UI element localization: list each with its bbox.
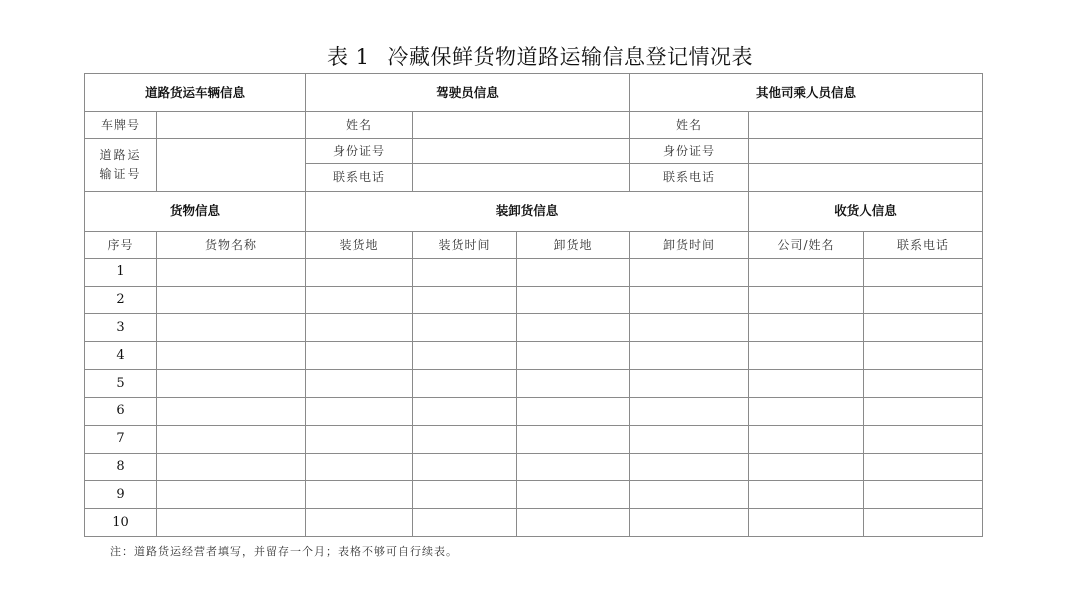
cell-unload-place[interactable] — [517, 314, 630, 342]
section-header-row — [85, 74, 983, 112]
label-other-phone: 联系电话 — [630, 164, 749, 191]
row-number: 1 — [85, 258, 157, 286]
col-header-seq: 序号 — [85, 231, 157, 258]
cell-unload-place[interactable] — [517, 425, 630, 453]
cell-cargo-name[interactable] — [157, 425, 306, 453]
input-driver-id[interactable] — [413, 139, 630, 164]
cell-company-name[interactable] — [749, 342, 864, 370]
col-header-company-name: 公司/姓名 — [749, 231, 864, 258]
input-other-phone[interactable] — [749, 164, 983, 191]
cell-unload-time[interactable] — [630, 370, 749, 398]
table-number: 表 1 — [326, 45, 370, 69]
cell-contact-phone[interactable] — [864, 286, 983, 314]
col-header-unload-place: 卸货地 — [517, 231, 630, 258]
transport-cert-line-2: 输证号 — [99, 166, 142, 181]
cell-load-time[interactable] — [413, 509, 517, 537]
row-number: 3 — [85, 314, 157, 342]
input-driver-phone[interactable] — [413, 164, 630, 191]
cell-unload-place[interactable] — [517, 397, 630, 425]
cell-unload-place[interactable] — [517, 286, 630, 314]
section-receiver-info: 收货人信息 — [749, 191, 983, 231]
col-header-cargo-name: 货物名称 — [157, 231, 306, 258]
table-row — [85, 397, 983, 425]
input-transport-cert[interactable] — [157, 139, 306, 191]
cell-load-time[interactable] — [413, 397, 517, 425]
label-driver-name: 姓名 — [306, 112, 413, 139]
table-row — [85, 342, 983, 370]
cell-contact-phone[interactable] — [864, 314, 983, 342]
cell-load-place[interactable] — [306, 453, 413, 481]
input-other-id[interactable] — [749, 139, 983, 164]
cell-unload-time[interactable] — [630, 481, 749, 509]
cell-load-place[interactable] — [306, 481, 413, 509]
section-loading-info: 装卸货信息 — [306, 191, 749, 231]
label-plate-number: 车牌号 — [85, 112, 157, 139]
table-row — [85, 258, 983, 286]
cell-company-name[interactable] — [749, 509, 864, 537]
cell-unload-time[interactable] — [630, 425, 749, 453]
table-title: 冷藏保鲜货物道路运输信息登记情况表 — [387, 45, 754, 69]
cell-load-time[interactable] — [413, 425, 517, 453]
label-driver-phone: 联系电话 — [306, 164, 413, 191]
label-driver-id: 身份证号 — [306, 139, 413, 164]
cell-load-time[interactable] — [413, 342, 517, 370]
transport-cert-line-1: 道路运 — [99, 147, 142, 162]
registration-table — [84, 73, 983, 537]
cell-unload-place[interactable] — [517, 509, 630, 537]
cell-company-name[interactable] — [749, 453, 864, 481]
row-number: 10 — [85, 509, 157, 537]
cell-load-place[interactable] — [306, 258, 413, 286]
table-row — [85, 314, 983, 342]
cell-contact-phone[interactable] — [864, 397, 983, 425]
cell-cargo-name[interactable] — [157, 286, 306, 314]
cell-load-place[interactable] — [306, 370, 413, 398]
page-title — [0, 40, 1080, 74]
cell-company-name[interactable] — [749, 397, 864, 425]
input-plate-number[interactable] — [157, 112, 306, 139]
cell-unload-time[interactable] — [630, 397, 749, 425]
input-other-name[interactable] — [749, 112, 983, 139]
cell-load-place[interactable] — [306, 509, 413, 537]
section-other-staff-info: 其他司乘人员信息 — [630, 74, 983, 112]
data-rows — [85, 258, 983, 536]
col-header-load-time: 装货时间 — [413, 231, 517, 258]
col-header-contact-phone: 联系电话 — [864, 231, 983, 258]
cell-load-place[interactable] — [306, 397, 413, 425]
cell-company-name[interactable] — [749, 481, 864, 509]
cell-cargo-name[interactable] — [157, 342, 306, 370]
cell-company-name[interactable] — [749, 286, 864, 314]
row-number: 4 — [85, 342, 157, 370]
label-other-name: 姓名 — [630, 112, 749, 139]
cell-unload-place[interactable] — [517, 342, 630, 370]
section-vehicle-info: 道路货运车辆信息 — [85, 74, 306, 112]
cell-contact-phone[interactable] — [864, 481, 983, 509]
column-header-row — [85, 231, 983, 258]
cell-unload-time[interactable] — [630, 509, 749, 537]
cell-contact-phone[interactable] — [864, 370, 983, 398]
cell-company-name[interactable] — [749, 425, 864, 453]
label-other-id: 身份证号 — [630, 139, 749, 164]
cell-unload-place[interactable] — [517, 370, 630, 398]
cell-load-time[interactable] — [413, 286, 517, 314]
row-number: 9 — [85, 481, 157, 509]
row-number: 7 — [85, 425, 157, 453]
cell-unload-time[interactable] — [630, 286, 749, 314]
cell-unload-time[interactable] — [630, 314, 749, 342]
input-driver-name[interactable] — [413, 112, 630, 139]
cell-company-name[interactable] — [749, 258, 864, 286]
cell-cargo-name[interactable] — [157, 370, 306, 398]
cell-unload-place[interactable] — [517, 453, 630, 481]
cell-contact-phone[interactable] — [864, 509, 983, 537]
cell-contact-phone[interactable] — [864, 258, 983, 286]
identity-row-2 — [85, 139, 983, 164]
cell-load-time[interactable] — [413, 314, 517, 342]
table-row — [85, 370, 983, 398]
cell-load-place[interactable] — [306, 314, 413, 342]
cell-load-time[interactable] — [413, 481, 517, 509]
footnote: 注：道路货运经营者填写，并留存一个月；表格不够可自行续表。 — [110, 545, 458, 558]
cell-unload-time[interactable] — [630, 258, 749, 286]
cell-cargo-name[interactable] — [157, 314, 306, 342]
col-header-load-place: 装货地 — [306, 231, 413, 258]
row-number: 2 — [85, 286, 157, 314]
cell-cargo-name[interactable] — [157, 258, 306, 286]
cell-load-time[interactable] — [413, 453, 517, 481]
section-cargo-info: 货物信息 — [85, 191, 306, 231]
table-row — [85, 286, 983, 314]
cell-load-place[interactable] — [306, 286, 413, 314]
cell-contact-phone[interactable] — [864, 342, 983, 370]
label-transport-cert — [85, 139, 157, 191]
row-number: 5 — [85, 370, 157, 398]
cell-contact-phone[interactable] — [864, 425, 983, 453]
section-header-row-2 — [85, 191, 983, 231]
cell-unload-place[interactable] — [517, 481, 630, 509]
table-row — [85, 425, 983, 453]
cell-load-place[interactable] — [306, 425, 413, 453]
cell-contact-phone[interactable] — [864, 453, 983, 481]
cell-company-name[interactable] — [749, 370, 864, 398]
table-row — [85, 481, 983, 509]
table-row — [85, 509, 983, 537]
cell-load-time[interactable] — [413, 370, 517, 398]
table-row — [85, 453, 983, 481]
row-number: 8 — [85, 453, 157, 481]
cell-unload-time[interactable] — [630, 342, 749, 370]
row-number: 6 — [85, 397, 157, 425]
cell-company-name[interactable] — [749, 314, 864, 342]
cell-unload-time[interactable] — [630, 453, 749, 481]
cell-cargo-name[interactable] — [157, 397, 306, 425]
cell-load-time[interactable] — [413, 258, 517, 286]
identity-row-1 — [85, 112, 983, 139]
cell-cargo-name[interactable] — [157, 453, 306, 481]
cell-unload-place[interactable] — [517, 258, 630, 286]
cell-cargo-name[interactable] — [157, 509, 306, 537]
cell-cargo-name[interactable] — [157, 481, 306, 509]
section-driver-info: 驾驶员信息 — [306, 74, 630, 112]
col-header-unload-time: 卸货时间 — [630, 231, 749, 258]
cell-load-place[interactable] — [306, 342, 413, 370]
